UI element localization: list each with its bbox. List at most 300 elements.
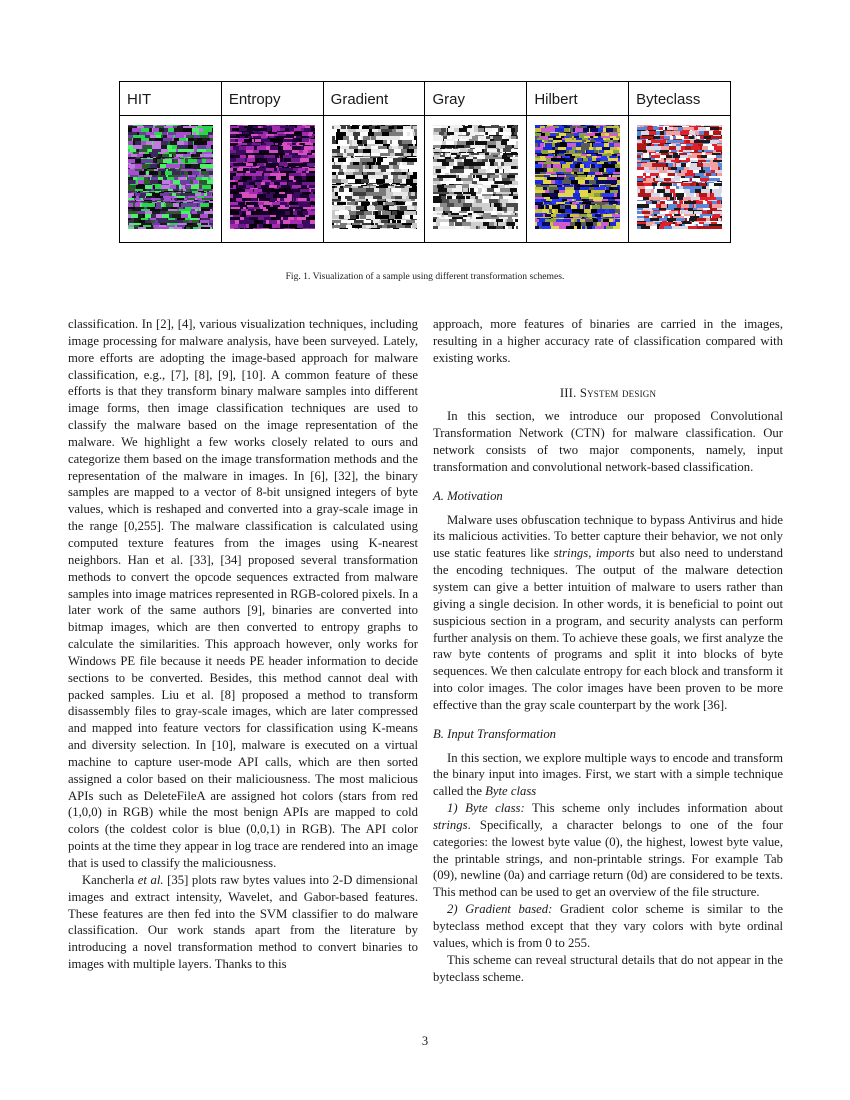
mosaic-pixel <box>496 141 501 145</box>
mosaic-pixel <box>278 146 281 150</box>
mosaic-pixel <box>551 174 555 175</box>
mosaic-pixel <box>585 142 587 143</box>
mosaic-pixel <box>447 136 452 139</box>
mosaic-pixel <box>543 180 551 184</box>
mosaic-pixel <box>448 213 450 215</box>
mosaic-pixel <box>711 216 712 218</box>
mosaic-pixel <box>607 156 609 158</box>
mosaic-pixel <box>535 214 543 217</box>
mosaic-pixel <box>713 153 720 155</box>
mosaic-pixel <box>609 156 610 158</box>
mosaic-pixel <box>456 126 463 128</box>
mosaic-pixel <box>613 204 616 205</box>
mosaic-pixel <box>535 133 541 136</box>
mosaic-pixel <box>272 224 280 228</box>
mosaic-pixel <box>341 196 343 199</box>
mosaic-pixel <box>444 157 445 159</box>
mosaic-pixel <box>453 148 458 149</box>
mosaic-pixel <box>433 139 439 141</box>
mosaic-pixel <box>565 190 567 193</box>
mosaic-pixel <box>489 152 498 153</box>
mosaic-pixel <box>710 193 711 197</box>
mosaic-pixel <box>506 222 507 226</box>
mosaic-pixel <box>498 128 500 132</box>
mosaic-pixel <box>719 139 722 140</box>
mosaic-pixel <box>242 176 247 180</box>
mosaic-pixel <box>373 158 376 162</box>
mosaic-pixel <box>514 125 517 126</box>
mosaic-pixel <box>386 199 395 201</box>
mosaic-pixel <box>574 219 577 222</box>
mosaic-pixel <box>377 132 382 136</box>
mosaic-pixel <box>434 128 441 132</box>
mosaic-pixel <box>682 152 683 153</box>
mosaic-pixel <box>254 173 256 176</box>
mosaic-pixel <box>160 152 165 154</box>
mosaic-pixel <box>385 210 388 211</box>
mosaic-pixel <box>535 177 544 180</box>
mosaic-pixel <box>362 172 363 175</box>
mosaic-pixel <box>398 157 405 158</box>
mosaic-pixel <box>516 199 518 203</box>
mosaic-pixel <box>557 175 558 177</box>
mosaic-pixel <box>342 126 346 129</box>
mosaic-pixel <box>653 127 659 130</box>
mosaic-pixel <box>259 150 261 153</box>
mosaic-pixel <box>709 186 713 189</box>
mosaic-pixel <box>459 152 466 153</box>
mosaic-pixel <box>263 224 272 228</box>
mosaic-pixel <box>255 188 258 189</box>
mosaic-pixel <box>411 201 417 202</box>
mosaic-pixel <box>575 199 576 201</box>
mosaic-pixel <box>581 125 585 126</box>
mosaic-pixel <box>203 128 209 132</box>
mosaic-pixel <box>576 126 577 128</box>
mosaic-pixel <box>132 152 133 154</box>
mosaic-pixel <box>690 160 698 162</box>
mosaic-pixel <box>583 168 590 172</box>
mosaic-pixel <box>708 146 714 150</box>
mosaic-pixel <box>539 217 544 218</box>
mosaic-pixel <box>141 159 150 163</box>
mosaic-pixel <box>287 162 290 163</box>
mosaic-pixel <box>207 180 213 184</box>
mosaic-pixel <box>591 138 594 140</box>
mosaic-pixel <box>366 225 371 228</box>
mosaic-pixel <box>176 192 178 193</box>
mosaic-pixel <box>253 136 258 138</box>
mosaic-pixel <box>153 157 156 158</box>
mosaic-pixel <box>165 152 169 154</box>
mosaic-pixel <box>143 223 149 225</box>
mosaic-pixel <box>478 139 481 141</box>
mosaic-pixel <box>619 150 620 153</box>
mosaic-pixel <box>208 132 213 135</box>
mosaic-pixel <box>302 163 307 166</box>
mosaic-pixel <box>637 136 640 139</box>
mosaic-pixel <box>660 150 669 152</box>
mosaic-pixel <box>154 189 160 191</box>
mosaic-pixel <box>554 190 559 193</box>
mosaic-pixel <box>256 168 258 171</box>
mosaic-pixel <box>268 207 277 209</box>
mosaic-pixel <box>141 141 146 145</box>
mosaic-pixel <box>358 149 363 153</box>
mosaic-pixel <box>255 155 264 158</box>
mosaic-pixel <box>441 181 447 184</box>
mosaic-pixel <box>500 173 509 175</box>
mosaic-pixel <box>381 156 390 157</box>
mosaic-pixel <box>287 194 292 198</box>
mosaic-pixel <box>670 136 673 139</box>
mosaic-pixel <box>720 162 722 163</box>
mosaic-pixel <box>477 157 485 159</box>
mosaic-pixel <box>551 217 553 218</box>
mosaic-pixel <box>277 168 279 171</box>
mosaic-pixel <box>687 170 693 173</box>
mosaic-pixel <box>305 155 308 158</box>
mosaic-pixel <box>378 202 383 205</box>
mosaic-pixel <box>390 156 394 157</box>
mosaic-pixel <box>387 129 389 132</box>
mosaic-pixel <box>610 136 616 138</box>
mosaic-pixel <box>465 136 471 139</box>
mosaic-pixel <box>717 208 721 210</box>
mosaic-pixel <box>679 200 682 201</box>
mosaic-pixel <box>619 187 620 190</box>
mosaic-pixel <box>230 198 232 201</box>
mosaic-pixel <box>292 142 297 143</box>
mosaic-pixel <box>605 180 613 184</box>
mosaic-pixel <box>593 219 598 222</box>
mosaic-pixel <box>606 168 615 172</box>
mosaic-pixel <box>351 223 352 225</box>
mosaic-pixel <box>230 182 232 185</box>
mosaic-pixel <box>443 139 444 141</box>
mosaic-pixel <box>383 202 385 205</box>
mosaic-pixel <box>242 162 243 163</box>
mosaic-pixel <box>178 177 186 180</box>
mosaic-pixel <box>553 125 562 126</box>
mosaic-pixel <box>596 154 602 156</box>
mosaic-pixel <box>444 213 448 215</box>
mosaic-pixel <box>507 132 511 135</box>
mosaic-pixel <box>658 162 666 163</box>
mosaic-pixel <box>373 211 375 215</box>
mosaic-pixel <box>199 220 200 223</box>
mosaic-pixel <box>192 201 200 202</box>
mosaic-pixel <box>408 165 417 169</box>
mosaic-pixel <box>179 157 180 158</box>
mosaic-pixel <box>637 181 643 182</box>
mosaic-pixel <box>604 143 609 147</box>
mosaic-pixel <box>470 188 473 192</box>
mosaic-pixel <box>172 198 174 200</box>
mosaic-pixel <box>369 228 371 229</box>
mosaic-pixel <box>194 141 202 145</box>
mosaic-pixel <box>296 125 297 126</box>
mosaic-pixel <box>145 185 152 189</box>
mosaic-pixel <box>348 228 355 229</box>
mosaic-pixel <box>462 188 463 192</box>
mosaic-pixel <box>580 205 583 209</box>
mosaic-pixel <box>535 180 539 184</box>
mosaic-pixel <box>663 139 665 140</box>
mosaic-pixel <box>673 127 678 130</box>
mosaic-pixel <box>280 189 287 192</box>
mosaic-pixel <box>293 211 297 215</box>
mosaic-pixel <box>677 183 681 186</box>
mosaic-pixel <box>392 183 400 184</box>
mosaic-pixel <box>285 211 290 215</box>
mosaic-pixel <box>456 145 464 148</box>
mosaic-pixel <box>653 221 655 222</box>
mosaic-pixel <box>433 152 434 153</box>
mosaic-pixel <box>157 201 161 202</box>
mosaic-pixel <box>613 158 618 161</box>
mosaic-pixel <box>637 201 646 204</box>
mosaic-pixel <box>162 180 170 184</box>
mosaic-pixel <box>137 180 138 184</box>
mosaic-pixel <box>243 132 249 134</box>
mosaic-pixel <box>682 200 683 201</box>
mosaic-pixel <box>564 177 569 180</box>
mosaic-pixel <box>168 175 177 177</box>
mosaic-pixel <box>168 196 174 198</box>
mosaic-pixel <box>164 202 165 203</box>
mosaic-pixel <box>128 196 132 198</box>
mosaic-pixel <box>596 197 603 199</box>
mosaic-pixel <box>679 210 680 211</box>
mosaic-pixel <box>570 156 575 158</box>
mosaic-pixel <box>699 139 704 140</box>
mosaic-pixel <box>301 131 309 132</box>
mosaic-pixel <box>489 199 498 203</box>
mosaic-pixel <box>559 190 565 193</box>
mosaic-pixel <box>289 128 294 131</box>
mosaic-pixel <box>292 150 299 153</box>
mosaic-pixel <box>343 136 349 140</box>
mosaic-pixel <box>609 204 613 205</box>
mosaic-pixel <box>555 143 560 147</box>
mosaic-pixel <box>207 157 213 158</box>
mosaic-pixel <box>717 143 722 144</box>
mosaic-pixel <box>169 201 170 202</box>
term-strings: strings <box>553 546 589 561</box>
mosaic-pixel <box>201 171 209 175</box>
mosaic-pixel <box>681 214 684 216</box>
mosaic-pixel <box>476 194 480 196</box>
mosaic-pixel <box>164 126 173 128</box>
mosaic-pixel <box>136 149 137 152</box>
mosaic-pixel <box>240 217 244 220</box>
mosaic-pixel <box>141 218 148 220</box>
mosaic-pixel <box>204 193 207 196</box>
mosaic-pixel <box>712 139 719 140</box>
mosaic-pixel <box>564 128 569 132</box>
mosaic-pixel <box>433 149 442 152</box>
mosaic-pixel <box>559 133 566 136</box>
mosaic-pixel <box>663 130 671 131</box>
mosaic-pixel <box>179 138 186 141</box>
mosaic-pixel <box>552 143 555 147</box>
mosaic-pixel <box>535 136 536 138</box>
mosaic-pixel <box>299 166 300 167</box>
mosaic-pixel <box>381 169 386 172</box>
mosaic-pixel <box>652 143 660 144</box>
mosaic-pixel <box>210 200 213 201</box>
mosaic-pixel <box>679 224 682 226</box>
mosaic-pixel <box>660 201 662 204</box>
mosaic-pixel <box>652 182 657 183</box>
mosaic-pixel <box>412 129 414 132</box>
mosaic-pixel <box>714 130 719 131</box>
mosaic-pixel <box>259 220 262 224</box>
mosaic-pixel <box>666 181 669 182</box>
mosaic-pixel <box>613 226 620 229</box>
mosaic-pixel <box>481 139 490 141</box>
mosaic-pixel <box>657 226 659 229</box>
mosaic-pixel <box>368 199 377 201</box>
mosaic-pixel <box>383 186 388 188</box>
mosaic-pixel <box>704 131 709 135</box>
mosaic-pixel <box>172 193 176 196</box>
mosaic-pixel <box>242 211 246 215</box>
mosaic-pixel <box>375 206 383 210</box>
mosaic-pixel <box>156 157 165 158</box>
mosaic-pixel <box>664 125 670 126</box>
mosaic-pixel <box>706 152 713 153</box>
mosaic-pixel <box>384 146 386 149</box>
mosaic-pixel <box>606 226 613 229</box>
mosaic-pixel <box>458 199 461 203</box>
mosaic-pixel <box>154 169 158 171</box>
mosaic-pixel <box>454 222 455 226</box>
mosaic-pixel <box>360 210 368 211</box>
mosaic-pixel <box>152 184 161 185</box>
mosaic-pixel <box>719 127 722 130</box>
mosaic-pixel <box>545 138 549 140</box>
mosaic-pixel <box>334 223 336 225</box>
mosaic-pixel <box>618 140 620 142</box>
mosaic-pixel <box>303 220 310 224</box>
mosaic-pixel <box>602 218 609 219</box>
mosaic-pixel <box>181 203 189 207</box>
mosaic-pixel <box>142 145 143 149</box>
mosaic-pixel <box>261 185 267 188</box>
mosaic-pixel <box>515 155 517 157</box>
mosaic-pixel <box>176 202 180 203</box>
mosaic-pixel <box>433 145 441 148</box>
mosaic-pixel <box>475 141 481 145</box>
mosaic-pixel <box>150 218 156 220</box>
mosaic-pixel <box>441 169 450 173</box>
mosaic-pixel <box>135 164 142 168</box>
mosaic-pixel <box>646 139 648 140</box>
mosaic-pixel <box>484 184 491 185</box>
mosaic-pixel <box>704 222 711 224</box>
mosaic-pixel <box>306 173 315 176</box>
mosaic-pixel <box>471 184 474 185</box>
mosaic-pixel <box>589 174 595 175</box>
mosaic-pixel <box>696 210 702 211</box>
mosaic-pixel <box>257 185 261 188</box>
mosaic-pixel <box>517 155 518 157</box>
mosaic-pixel <box>711 167 718 170</box>
mosaic-pixel <box>128 171 134 175</box>
mosaic-pixel <box>202 159 206 163</box>
mosaic-pixel <box>350 125 352 126</box>
mosaic-pixel <box>343 153 347 156</box>
mosaic-pixel <box>433 169 434 173</box>
mosaic-pixel <box>274 139 280 142</box>
mosaic-pixel <box>174 159 178 163</box>
mosaic-pixel <box>156 218 163 220</box>
mosaic-pixel <box>690 158 698 160</box>
mosaic-pixel <box>493 207 497 211</box>
mosaic-pixel <box>449 219 456 222</box>
mosaic-pixel <box>461 199 465 203</box>
mosaic-pixel <box>607 126 612 128</box>
mosaic-pixel <box>176 201 183 202</box>
mosaic-pixel <box>613 174 620 175</box>
mosaic-pixel <box>230 146 233 150</box>
mosaic-pixel <box>514 219 515 222</box>
mosaic-pixel <box>537 222 542 226</box>
mosaic-pixel <box>456 155 457 157</box>
mosaic-pixel <box>237 189 239 192</box>
mosaic-pixel <box>153 126 155 128</box>
mosaic-pixel <box>135 198 140 200</box>
mosaic-pixel <box>642 136 646 139</box>
mosaic-pixel <box>407 183 416 184</box>
mosaic-pixel <box>564 185 573 187</box>
mosaic-pixel <box>611 185 617 187</box>
mosaic-pixel <box>689 204 693 208</box>
mosaic-pixel <box>678 153 679 155</box>
mosaic-pixel <box>284 132 291 134</box>
mosaic-pixel <box>607 213 609 214</box>
mosaic-pixel <box>129 202 131 203</box>
mosaic-pixel <box>349 146 358 149</box>
mosaic-pixel <box>671 167 677 170</box>
mosaic-pixel <box>651 139 655 140</box>
mosaic-pixel <box>200 154 203 157</box>
mosaic-pixel <box>713 221 720 222</box>
mosaic-pixel <box>128 145 133 149</box>
mosaic-pixel <box>561 156 562 158</box>
mosaic-pixel <box>359 126 362 129</box>
mosaic-pixel <box>290 220 299 224</box>
mosaic-pixel <box>436 169 439 173</box>
mosaic-pixel <box>491 153 498 155</box>
mosaic-pixel <box>343 196 345 199</box>
mosaic-pixel <box>580 168 583 172</box>
mosaic-pixel <box>509 194 513 196</box>
mosaic-pixel <box>264 155 268 158</box>
mosaic-pixel <box>433 199 442 203</box>
mosaic-pixel <box>180 184 181 185</box>
mosaic-pixel <box>459 157 465 159</box>
mosaic-pixel <box>128 193 134 196</box>
mosaic-pixel <box>256 162 263 163</box>
mosaic-pixel <box>249 132 254 134</box>
mosaic-pixel <box>566 168 572 172</box>
mosaic-pixel <box>470 132 472 135</box>
mosaic-pixel <box>139 220 145 223</box>
mosaic-pixel <box>155 126 164 128</box>
